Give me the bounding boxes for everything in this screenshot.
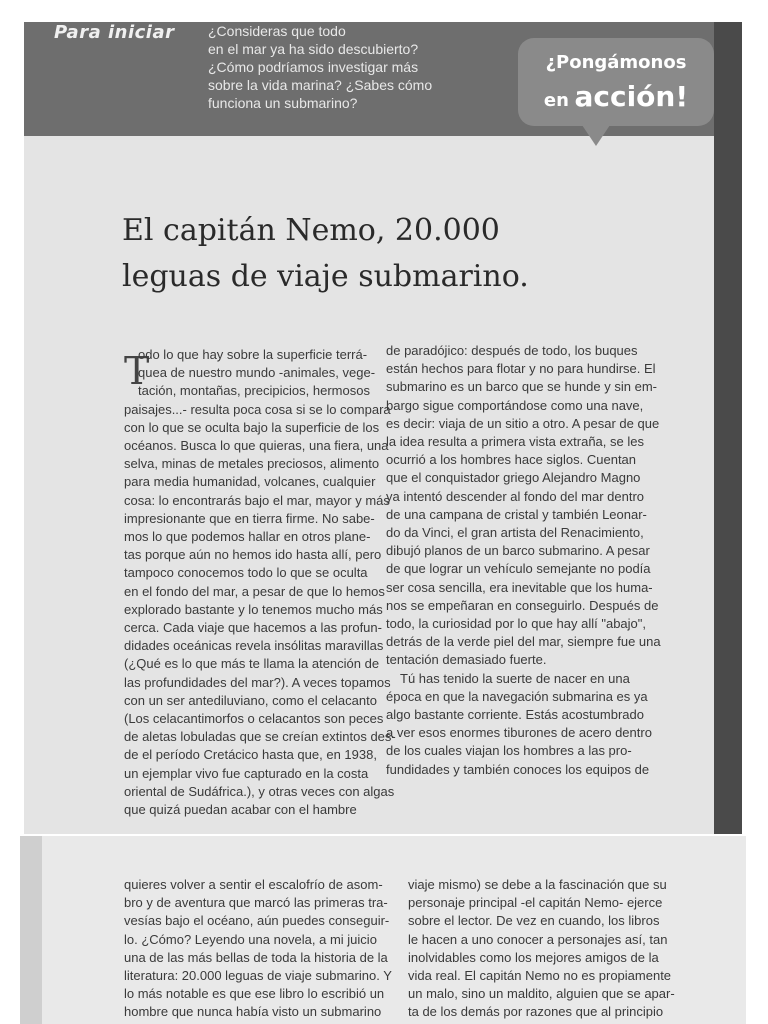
intro-line: ¿Consideras que todo	[208, 23, 346, 39]
text-line: bro y de aventura que marcó las primeras tra-	[124, 895, 388, 911]
text-line: (¿Qué es lo que más te llama la atención de	[124, 656, 380, 672]
text-line: un ejemplar vivo fue capturado en la costa	[124, 765, 369, 781]
text-line: dibujó planos de un barco submarino. A pesar	[386, 543, 650, 559]
book-page-top	[24, 22, 742, 834]
text-line: le hacen a uno conocer a personajes así, tan	[408, 931, 668, 947]
text-line: tampoco conocemos todo lo que se oculta	[124, 565, 368, 581]
bottom-column-left	[124, 876, 392, 1022]
text-line: viaje mismo) se debe a la fascinación que su	[408, 877, 667, 892]
text-line: de paradójico: después de todo, los buques	[386, 343, 638, 358]
title-line: leguas de viaje submarino.	[122, 259, 529, 294]
text-line: de aletas lobuladas que se creían extintos des-	[124, 729, 396, 745]
text-line: de que lograr un vehículo semejante no podía	[386, 561, 651, 577]
drop-cap: T	[124, 349, 150, 393]
intro-line: ¿Cómo podríamos investigar más	[208, 59, 419, 75]
text-line: impresionante que en tierra firme. No sabe-	[124, 510, 375, 526]
text-line: en el fondo del mar, a pesar de que lo hemos	[124, 583, 385, 599]
bottom-column-right	[408, 876, 678, 1022]
text-line: Tú has tenido la suerte de nacer en una	[400, 670, 630, 686]
text-line: submarino es un barco que se hunde y sin em-	[386, 379, 657, 395]
text-line: tas porque aún no hemos ido hasta allí, pero	[124, 547, 382, 563]
text-line: algo bastante corriente. Estás acostumbrado	[386, 707, 644, 723]
text-line: mos lo que podemos hallar en otros plane-	[124, 529, 371, 545]
text-line: ocurrió a los hombres hace siglos. Cuentan	[386, 452, 637, 468]
intro-line: en el mar ya ha sido descubierto?	[208, 41, 419, 57]
text-line: quieres volver a sentir el escalofrío de asom-	[124, 877, 383, 892]
text-line: con lo que se oculta bajo la superficie de los	[124, 419, 380, 435]
text-line: cerca. Cada viaje que hacemos a las profun-	[124, 620, 382, 636]
text-line: las profundidades del mar?). A veces topamos	[124, 674, 391, 690]
text-line: una de las más bellas de toda la historia de la	[124, 949, 388, 965]
intro-questions	[208, 22, 528, 112]
text-line: hombre que nunca había visto un submarino	[124, 1004, 382, 1020]
text-line: inolvidables como los mejores amigos de la	[408, 949, 659, 965]
intro-line: sobre la vida marina? ¿Sabes cómo	[208, 77, 433, 93]
text-line: con un ser antediluviano, como el celacanto	[124, 692, 377, 708]
book-page-bottom	[20, 836, 746, 1024]
text-line: cosa: lo encontrarás bajo el mar, mayor y más	[124, 492, 390, 508]
text-line: lo más notable es que ese libro lo escribió un	[124, 986, 385, 1002]
text-line: vesías bajo el océano, aún puedes conseguir-	[124, 913, 390, 929]
text-line: odo lo que hay sobre la superficie terrá-	[138, 347, 368, 362]
article-column-right	[386, 342, 666, 779]
text-line: todo, la curiosidad por lo que hay allí "abajo",	[386, 616, 647, 632]
text-line: ser cosa sencilla, era inevitable que los huma-	[386, 579, 653, 595]
text-line: explorado bastante y lo tenemos mucho más	[124, 601, 383, 617]
article-column-left	[124, 346, 396, 819]
text-line: nos se empeñaran en conseguirlo. Después de	[386, 597, 659, 613]
text-line: personaje principal -el capitán Nemo- ejerce	[408, 895, 663, 911]
bubble-text-line1: ¿Pongámonos	[545, 52, 687, 73]
text-line: selva, minas de metales preciosos, alimento	[124, 456, 380, 472]
text-line: bargo sigue comportándose como una nave,	[386, 397, 644, 413]
text-line: océanos. Busca lo que quieras, una fiera, una	[124, 438, 389, 454]
intro-line: funciona un submarino?	[208, 95, 358, 111]
text-line: do da Vinci, el gran artista del Renacimiento,	[386, 525, 644, 541]
text-line: didades oceánicas revela insólitas maravillas	[124, 638, 384, 654]
text-line: de los cuales viajan los hombres a las pro-	[386, 743, 632, 759]
text-line: oriental de Sudáfrica.), y otras veces con algas	[124, 783, 395, 799]
text-line: es decir: viaja de un sitio a otro. A pesar de que	[386, 415, 660, 431]
page-edge	[20, 836, 42, 1024]
text-line: que quizá puedan acabar con el hambre	[124, 802, 357, 818]
text-line: de el período Cretácico hasta que, en 1938,	[124, 747, 377, 763]
text-line: ya intentó descender al fondo del mar dentro	[386, 488, 645, 504]
text-line: época en que la navegación submarina es ya	[386, 688, 648, 704]
page-edge-shadow	[714, 22, 742, 834]
text-line: literatura: 20.000 leguas de viaje submarino. Y	[124, 968, 392, 984]
section-label: Para iniciar	[54, 22, 175, 43]
text-line: (Los celacantimorfos o celacantos son peces	[124, 711, 384, 727]
text-line: para media humanidad, volcanes, cualquier	[124, 474, 376, 490]
bubble-text-en: en	[543, 90, 569, 111]
text-line: un malo, sino un maldito, alguien que se apar-	[408, 986, 675, 1002]
text-line: sobre el lector. De vez en cuando, los libros	[408, 913, 660, 929]
title-line: El capitán Nemo, 20.000	[122, 213, 500, 248]
text-line: están hechos para flotar y no para hundirse. El	[386, 361, 656, 377]
text-line: fundidades y también conoces los equipos de	[386, 761, 650, 777]
article-title	[122, 208, 622, 300]
text-line: la idea resulta a primera vista extraña, se les	[386, 434, 644, 450]
text-line: detrás de la verde piel del mar, siempre fue una	[386, 634, 661, 650]
bubble-text-accion: acción!	[574, 80, 689, 113]
text-line: que el conquistador griego Alejandro Magno	[386, 470, 641, 486]
text-line: ta de los demás por razones que al principio	[408, 1004, 664, 1020]
text-line: tentación demasiado fuerte.	[386, 652, 547, 668]
text-line: vida real. El capitán Nemo no es propiamente	[408, 968, 672, 984]
bubble-text-line2	[526, 80, 706, 113]
speech-bubble-tail	[580, 122, 612, 146]
text-line: de una campana de cristal y también Leonar-	[386, 506, 647, 522]
text-line: tación, montañas, precipicios, hermosos	[138, 383, 370, 399]
text-line: quea de nuestro mundo -animales, vege-	[138, 365, 376, 381]
text-line: paisajes...- resulta poca cosa si se lo compara	[124, 401, 391, 417]
text-line: a ver esos enormes tiburones de acero dentro	[386, 725, 652, 741]
speech-bubble	[518, 38, 714, 126]
text-line: lo. ¿Cómo? Leyendo una novela, a mi juicio	[124, 931, 377, 947]
